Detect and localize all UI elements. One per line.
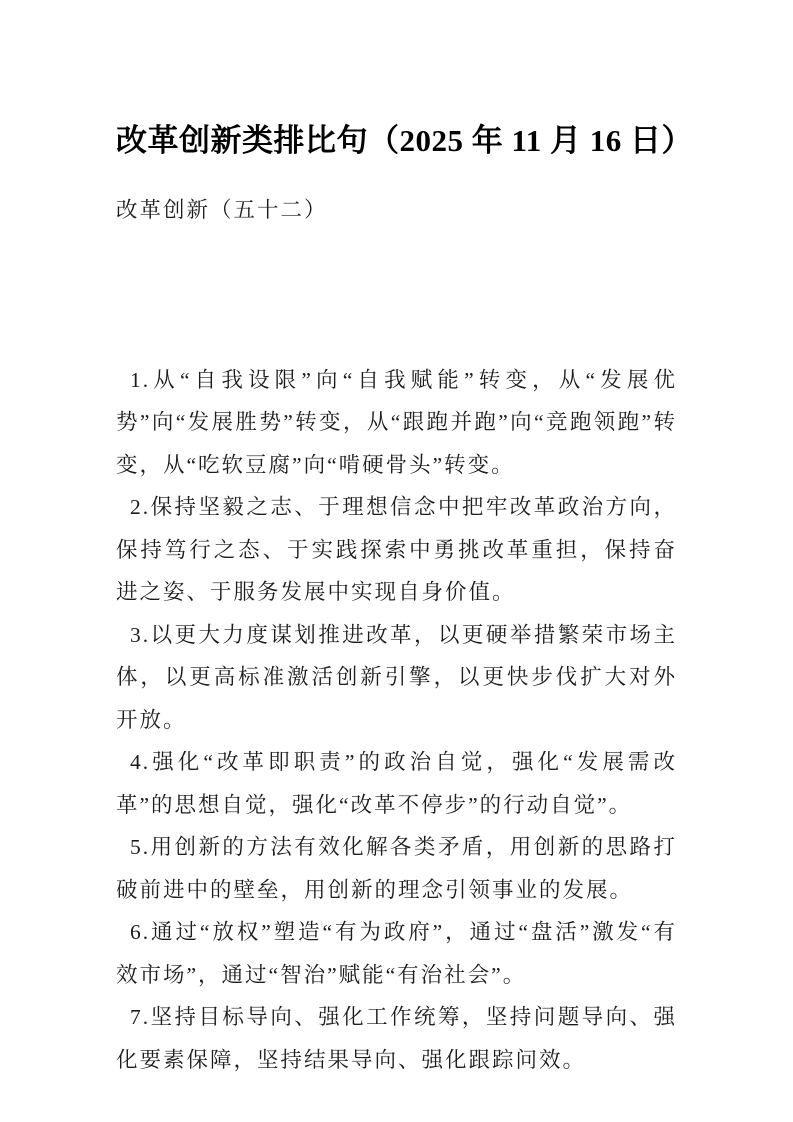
paragraph-list: [116, 359, 677, 1082]
document-title: 改革创新类排比句（2025 年 11 月 16 日）: [116, 123, 694, 158]
paragraph: 6.通过“放权”塑造“有为政府”，通过“盘活”激发“有效市场”，通过“智治”赋能“有治社会”。: [116, 920, 677, 987]
paragraph: 3.以更大力度谋划推进改革，以更硬举措繁荣市场主体，以更高标准激活创新引擎，以更快步伐扩大对外开放。: [116, 622, 677, 732]
paragraph: 2.保持坚毅之志、于理想信念中把牢改革政治方向，保持笃行之态、于实践探索中勇挑改革重担，保持奋进之姿、于服务发展中实现自身价值。: [116, 495, 677, 604]
paragraph: 5.用创新的方法有效化解各类矛盾，用创新的思路打破前进中的壁垒，用创新的理念引领事业的发展。: [116, 835, 677, 902]
paragraph: 4.强化“改革即职责”的政治自觉，强化“发展需改革”的思想自觉，强化“改革不停步”的行动自觉”。: [116, 750, 677, 817]
paragraph: 1.从“自我设限”向“自我赋能”转变，从“发展优势”向“发展胜势”转变，从“跟跑并跑”向“竞跑领跑”转变，从“吃软豆腐”向“啃硬骨头”转变。: [116, 367, 677, 477]
paragraph: 7.坚持目标导向、强化工作统筹，坚持问题导向、强化要素保障，坚持结果导向、强化跟踪问效。: [116, 1005, 677, 1072]
document-subtitle: 改革创新（五十二）: [116, 198, 328, 222]
